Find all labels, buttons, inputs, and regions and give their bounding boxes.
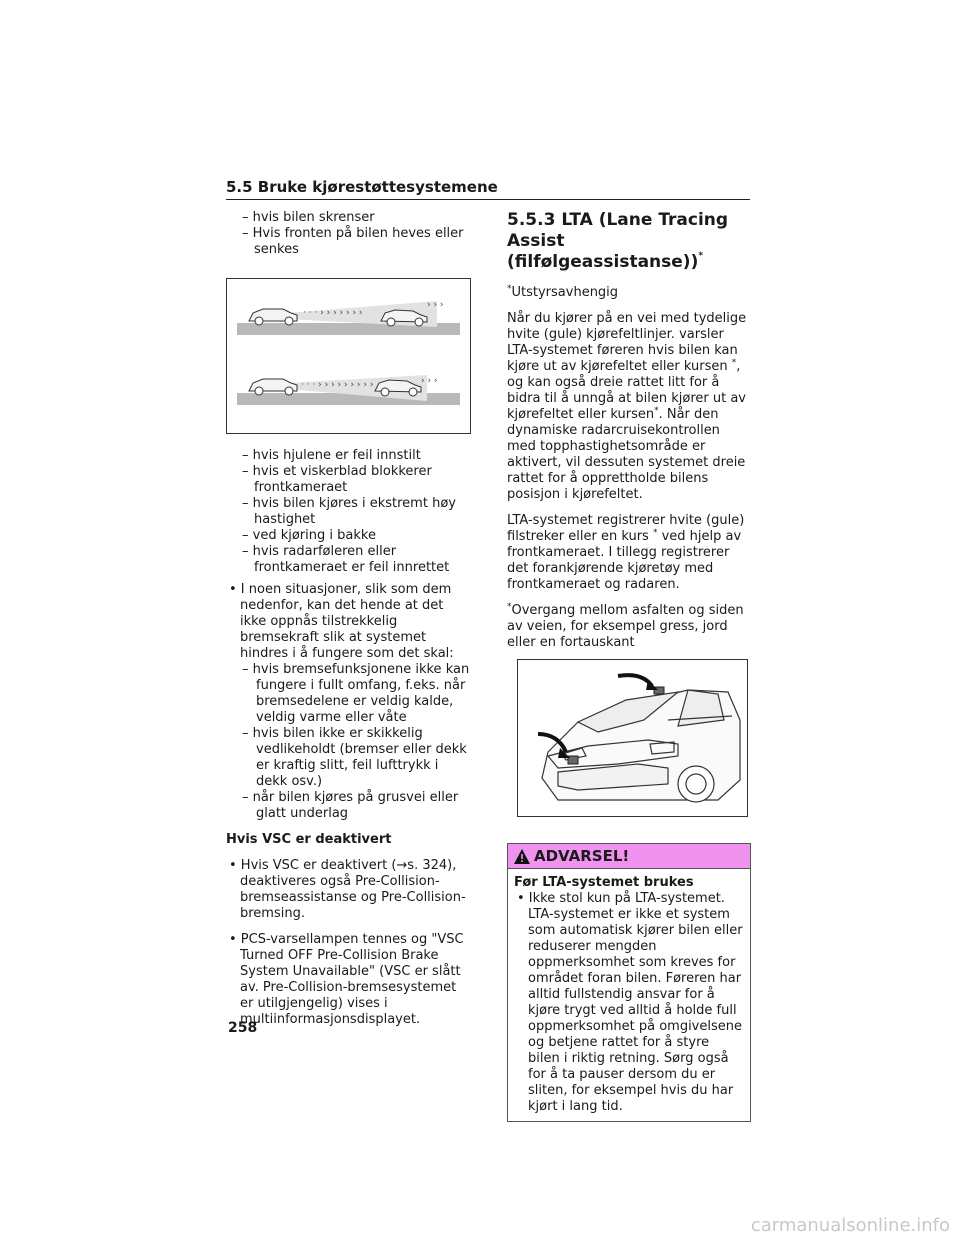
- list-item: – ved kjøring i bakke: [242, 528, 376, 543]
- p1-mark-2: *: [654, 406, 659, 416]
- right-column: [507, 210, 751, 1122]
- list-item: – hvis bilen skrenser: [242, 210, 375, 225]
- warning-header: [508, 844, 750, 869]
- list-item: – hvis bilen kjøres i ekstremt høy hastighet: [242, 496, 456, 527]
- list-item: – når bilen kjøres på grusvei eller glatt underlag: [242, 790, 459, 821]
- list-item: – hvis bilen ikke er skikkelig vedlikeholdt (bremser eller dekk er kraftig slitt, feil lufttrykk i dekk osv.): [242, 726, 467, 789]
- note-mark: *: [507, 284, 512, 294]
- dash-list-sub: [226, 662, 470, 822]
- footnote-text: Overgang mellom asfalten og siden av veien, for eksempel gress, jord eller en fortauskant: [507, 603, 744, 650]
- camera-illustration-svg: [518, 660, 747, 816]
- vsc-heading: Hvis VSC er deaktivert: [226, 832, 392, 847]
- p2-part-b: ved hjelp av frontkameraet. I tillegg registrerer det forankjørende kjøretøy med frontkameraet og radaren.: [507, 529, 742, 592]
- warning-label: ADVARSEL!: [534, 847, 630, 865]
- footnote-mark: *: [507, 602, 512, 612]
- lta-paragraph-2: [507, 513, 751, 593]
- left-column: [226, 210, 470, 1028]
- section-header: 5.5 Bruke kjørestøttesystemene: [226, 178, 750, 200]
- footnote: [507, 603, 751, 651]
- lta-paragraph-1: [507, 311, 751, 503]
- svg-text:› › ›: › › ›: [421, 376, 438, 386]
- warning-box: [507, 843, 751, 1122]
- skid-illustration-svg: [227, 279, 470, 433]
- dash-list-top: [226, 210, 470, 258]
- p2-mark: *: [652, 528, 658, 538]
- svg-text:· · · › › › › › › ›: · · · › › › › › › ›: [303, 308, 363, 318]
- p2-part-a: LTA-systemet registrerer hvite (gule) filstreker eller en kurs: [507, 513, 745, 544]
- watermark: carmanualsonline.info: [750, 1215, 950, 1236]
- svg-text:· · · › › › › › › › › ›: · · · › › › › › › › › ›: [301, 380, 374, 390]
- list-item: – hvis bremsefunksjonene ikke kan fungere i fullt omfang, f.eks. når bremsedelene er veldig kalde, veldig varme eller våte: [242, 662, 470, 725]
- camera-illustration: [517, 659, 748, 817]
- bullet-brake-force: • I noen situasjoner, slik som dem nedenfor, kan det hende at det ikke oppnås tilstrekkelig bremsekraft slik at systemet hindres i å fungere som det skal:: [229, 582, 454, 661]
- p1-part-a: Når du kjører på en vei med tydelige hvite (gule) kjørefeltlinjer. varsler LTA-systemet føreren hvis bilen kan kjøre ut av kjørefeltet eller kursen: [507, 311, 747, 374]
- dash-list-mid: [226, 448, 470, 576]
- warning-heading: Før LTA-systemet brukes: [514, 875, 694, 890]
- section-title-text: 5.5.3 LTA (Lane Tracing Assist (filfølgeassistanse)): [507, 210, 729, 272]
- list-item: – hvis hjulene er feil innstilt: [242, 448, 421, 463]
- warning-triangle-icon: [514, 849, 530, 864]
- section-title: [507, 210, 751, 273]
- bullet-pcs-lamp: • PCS-varsellampen tennes og "VSC Turned OFF Pre-Collision Brake System Unavailable" (VSC er slått av. Pre-Collision-bremsesystemet er utilgjengelig) vises i multiinformasjonsdisplayet.: [229, 932, 464, 1027]
- svg-text:› › ›: › › ›: [427, 300, 444, 310]
- warning-body: [508, 869, 750, 1121]
- list-item: – hvis radarføleren eller frontkameraet er feil innrettet: [242, 544, 450, 575]
- warning-text: • Ikke stol kun på LTA-systemet. LTA-systemet er ikke et system som automatisk kjører bilen eller reduserer mengden oppmerksomhet som kreves for området foran bilen. Føreren har alltid fullstendig ansvar for å kjøre trygt ved alltid å holde full oppmerksomhet på omgivelsene og betjene rattet for å styre bilen i riktig retning. Sørg også for å ta pauser dersom du er sliten, for eksempel hvis du har kjørt i lang tid.: [517, 891, 743, 1114]
- page-number: 258: [228, 1020, 258, 1036]
- note-text: Utstyrsavhengig: [511, 285, 619, 300]
- bullet-vsc-off: • Hvis VSC er deaktivert (→s. 324), deaktiveres også Pre-Collision-bremseassistanse og Pre-Collision-bremsing.: [229, 858, 466, 921]
- p1-part-c: . Når den dynamiske radarcruisekontrollen med topphastighetsområde er aktivert, vil dessuten systemet dreie rattet for å opprettholde bilens posisjon i kjørefeltet.: [507, 407, 746, 502]
- title-footnote-mark: *: [698, 251, 704, 261]
- list-item: – Hvis fronten på bilen heves eller senkes: [242, 226, 464, 257]
- p1-part-b: , og kan også dreie rattet litt for å bidra til å unngå at bilen kjører ut av kjørefeltet eller kursen: [507, 359, 746, 422]
- p1-mark-1: *: [731, 358, 737, 368]
- equipment-note: [507, 285, 751, 301]
- list-item: – hvis et viskerblad blokkerer frontkameraet: [242, 464, 432, 495]
- skid-illustration: [226, 278, 471, 434]
